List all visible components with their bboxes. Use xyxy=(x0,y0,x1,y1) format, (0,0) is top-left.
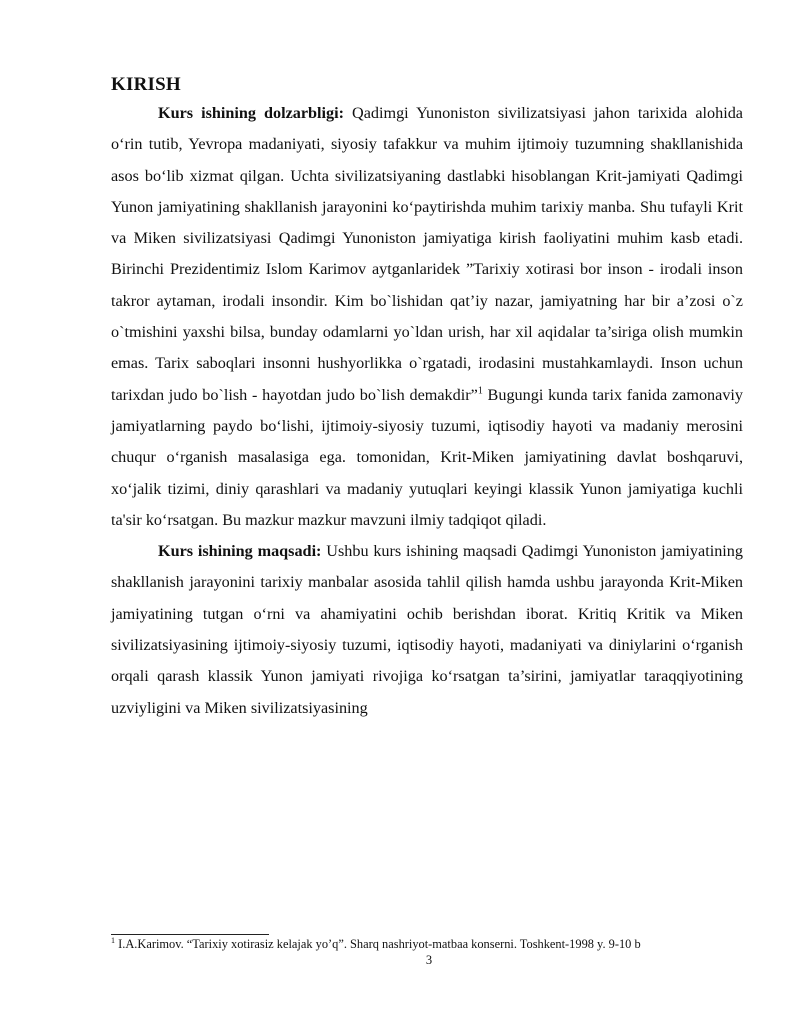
section-heading: KIRISH xyxy=(111,74,181,95)
paragraph-goal xyxy=(111,536,743,724)
body-text xyxy=(111,98,743,724)
paragraph-lead: Kurs ishining maqsadi: xyxy=(158,542,322,561)
paragraph-text: Ushbu kurs ishining maqsadi Qadimgi Yunoniston jamiyatining shakllanish jarayonini tarixiy manbalar asosida tahlil qilish hamda ushbu jarayonda Krit-Miken jamiyatining tutgan o‘rni va ahamiyatini ochib berishdan iborat. Kritiq Kritik va Miken sivilizatsiyasining ijtimoiy-siyosiy tuzumi, iqtisodiy hayoti, madaniyati va diniylarini o‘rganish orqali qarash klassik Yunon jamiyati rivojiga ko‘rsatgan ta’sirini, jamiyatlar taraqqiyotining uzviyligini va Miken sivilizatsiyasining xyxy=(111,542,743,717)
paragraph-text: Qadimgi Yunoniston sivilizatsiyasi jahon tarixida alohida o‘rin tutib, Yevropa madaniyati, siyosiy tafakkur va muhim ijtimoiy tuzumning shakllanishida asos bo‘lib xizmat qilgan. Uchta sivilizatsiyaning dastlabki hisoblangan Krit-jamiyati Qadimgi Yunon jamiyatining shakllanish jarayonini ko‘paytirishda muhim tarixiy manba. Shu tufayli Krit va Miken sivilizatsiyasi Qadimgi Yunoniston jamiyatiga kirish faoliyatini muhim kasb etadi. Birinchi Prezidentimiz Islom Karimov aytganlaridek ”Tarixiy xotirasi bor inson - irodali inson takror aytaman, irodali insondir. Kim bo`lishidan qat’iy nazar, jamiyatning har bir a’zosi o`z o`tmishini yaxshi bilsa, bunday odamlarni yo`ldan urish, har xil aqidalar ta’siriga olish mumkin emas. Tarix saboqlari insonni hushyorlikka o`rgatadi, irodasini mustahkamlaydi. Inson uchun tarixdan judo bo`lish - hayotdan judo bo`lish demakdir” xyxy=(111,104,743,404)
paragraph-lead: Kurs ishining dolzarbligi: xyxy=(158,104,345,122)
footnote-reference[interactable]: 1 xyxy=(477,385,483,397)
page-number: 3 xyxy=(425,953,433,967)
footnote-mark: 1 xyxy=(111,935,115,945)
footnote-separator xyxy=(111,934,269,935)
paragraph-text-continued: Bugungi kunda tarix fanida zamonaviy jamiyatlarning paydo bo‘lishi, ijtimoiy-siyosiy tuzumi, iqtisodiy hayoti va madaniy merosini chuqur o‘rganish masalasiga ega. tomonidan, Krit-Miken jamiyatining davlat boshqaruvi, xo‘jalik tizimi, diniy qarashlari va madaniy yutuqlari keyingi klassik Yunon jamiyatiga kuchli ta'sir ko‘rsatgan. Bu mazkur mazkur mavzuni ilmiy tadqiqot qiladi. xyxy=(111,385,743,529)
paragraph-relevance xyxy=(111,98,743,536)
footnote xyxy=(111,936,751,952)
footnote-text: I.A.Karimov. “Tarixiy xotirasiz kelajak yo’q”. Sharq nashriyot-matbaa konserni. Toshkent-1998 y. 9-10 b xyxy=(115,937,641,951)
